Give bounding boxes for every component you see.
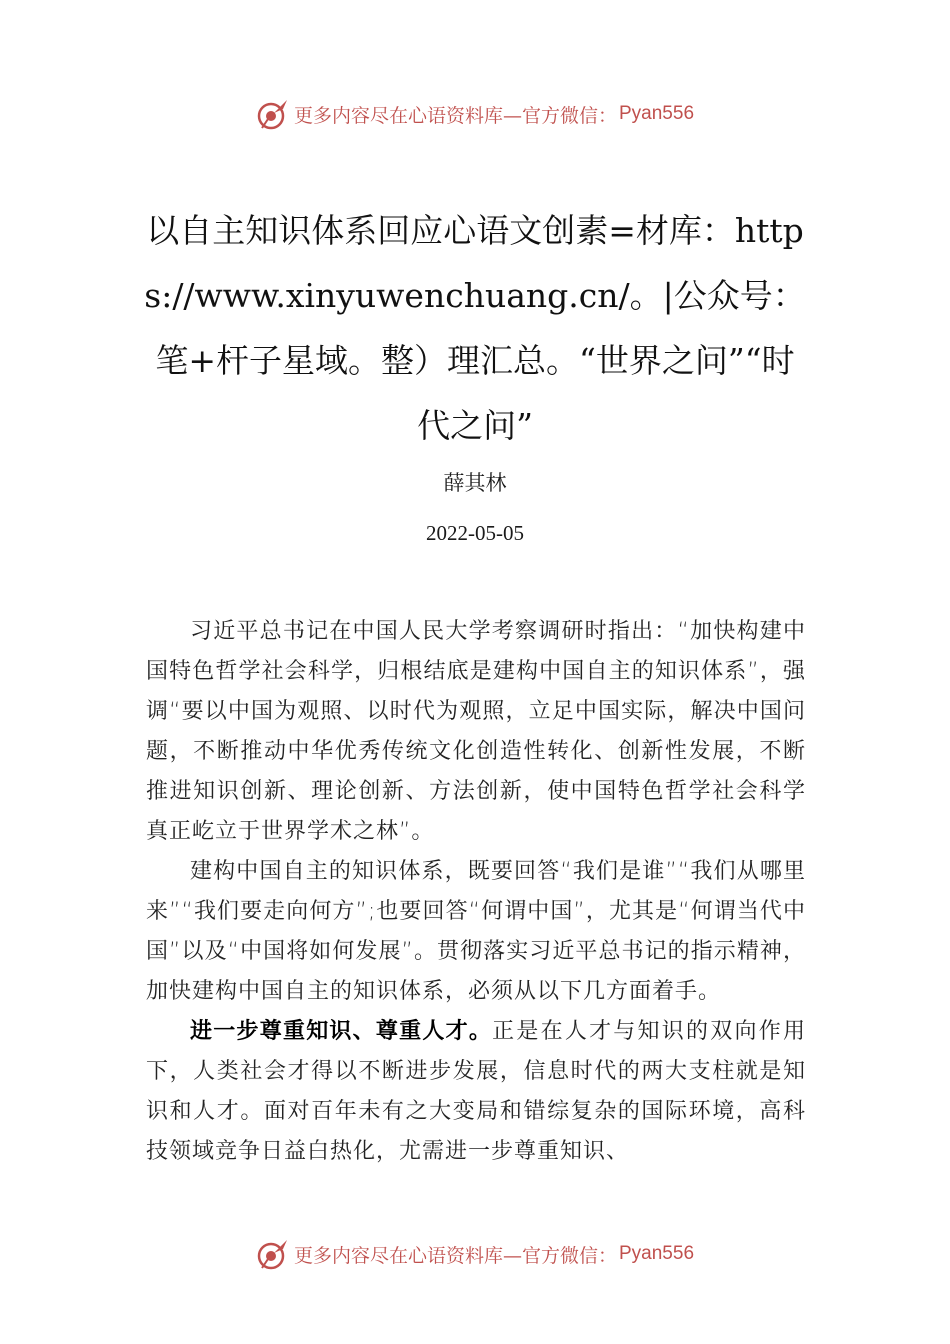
paragraph-lead: 进一步尊重知识、尊重人才。	[190, 1019, 493, 1044]
paragraph-text: 建构中国自主的知识体系，既要回答“我们是谁”“我们从哪里来”“我们要走向何方”;也要回答“何谓中国”，尤其是“何谓当代中国”以及“中国将如何发展”。贯彻落实习近平总书记的指示精神，加快建构中国自主的知识体系，必须从以下几方面着手。	[146, 859, 806, 1004]
header-watermark	[0, 94, 950, 134]
article-title: 以自主知识体系回应心语文创素=材库：https://www.xinyuwenchuang.cn/。|公众号：笔+杆子星域。整）理汇总。“世界之问”“时代之问”	[144, 211, 806, 445]
paragraph-text: 正是在人才与知识的双向作用下，人类社会才得以不断进步发展，信息时代的两大支柱就是知识和人才。面对百年未有之大变局和错综复杂的国际环境，高科技领域竞争日益白热化，尤需进一步尊重知识、	[146, 1019, 806, 1164]
watermark-account: Pyan556	[619, 103, 695, 124]
watermark-text: 更多内容尽在心语资料库—官方微信：	[293, 104, 617, 127]
article-date: 2022-05-05	[426, 521, 524, 545]
quill-logo-icon	[256, 97, 290, 131]
footer-watermark	[0, 1234, 950, 1274]
paragraph	[146, 612, 806, 852]
paragraph-text: 习近平总书记在中国人民大学考察调研时指出：“加快构建中国特色哲学社会科学，归根结底是建构中国自主的知识体系”，强调“要以中国为观照、以时代为观照，立足中国实际，解决中国问题，不断推动中华优秀传统文化创造性转化、创新性发展，不断推进知识创新、理论创新、方法创新，使中国特色哲学社会科学真正屹立于世界学术之林”。	[146, 619, 806, 844]
watermark-account: Pyan556	[619, 1243, 695, 1264]
article-author: 薛其林	[443, 471, 507, 495]
paragraph	[146, 1012, 806, 1172]
quill-logo-icon	[256, 1237, 290, 1271]
watermark-text: 更多内容尽在心语资料库—官方微信：	[293, 1244, 617, 1267]
article-body	[146, 612, 806, 1172]
paragraph	[146, 852, 806, 1012]
